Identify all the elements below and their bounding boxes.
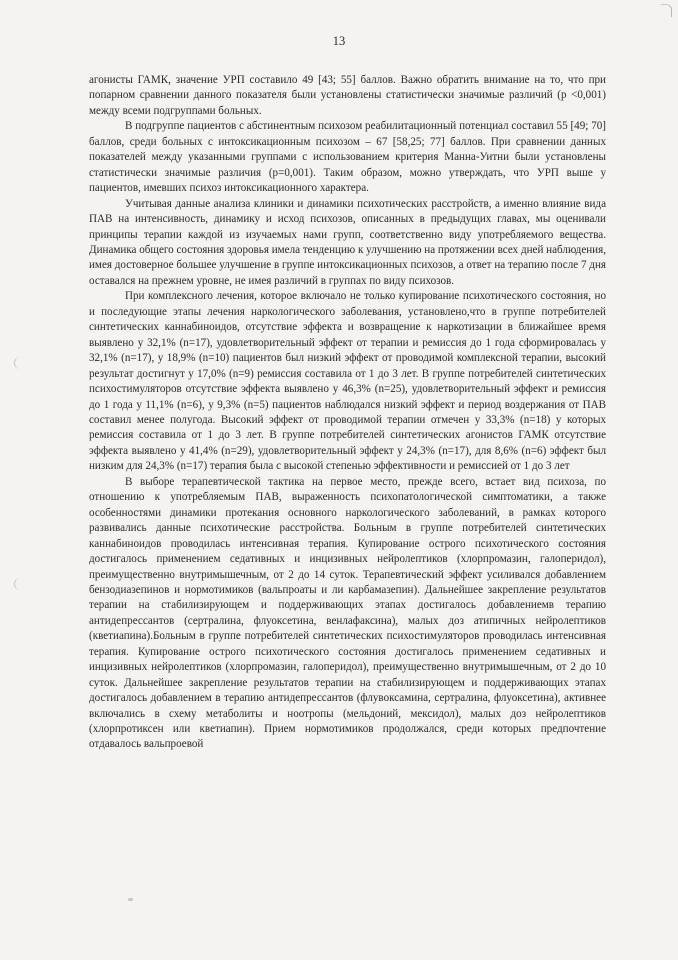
scan-speck [128, 898, 133, 901]
margin-punch-mark [14, 578, 21, 590]
paragraph-3: Учитывая данные анализа клиники и динамики психотических расстройств, а именно влияние вида ПАВ на интенсивность, динамику и исход психозов, описанных в предыдущих главах, мы оценивали принципы терапии каждой из изучаемых нами групп, соответственно виду употребляемого вещества. Динамика общего состояния здоровья имела тенденцию к улучшению на протяжении всех дней наблюдения, имея достоверное большее улучшение в группе интоксикационных психозов, а ответ на терапию после 7 дня оставался на прежнем уровне, не имея различий в группах по виду психозов. [89, 197, 606, 287]
paragraph-4: При комплексного лечения, которое включало не только купирование психотического состояния, но и последующие этапы лечения наркологического заболевания, установлено,что в группе потребителей синтетических каннабиноидов, отсутствие эффекта и возвращение к наркотизации в ближайшее время выявлено у 32,1% (n=17), удовлетворительный эффект от терапии и ремиссия до 1 года сформировалась у 32,1% (n=17), у 18,9% (n=10) пациентов был низкий эффект от проводимой комплексной терапии, высокий результат достигнут у 17,0% (n=9) ремиссия составила от 1 до 3 лет. В группе потребителей синтетических психостимуляторов отсутствие эффекта выявлено у 46,3% (n=25), удовлетворительный эффект и ремиссия до 1 года у 11,1% (n=6), у 9,3% (n=5) пациентов наблюдался низкий эффект и период воздержания от ПАВ составил менее полугода. Высокий эффект от проводимой терапии отмечен у 33,3% (n=18) у которых ремиссия составила от 1 до 3 лет. В группе потребителей синтетических агонистов ГАМК отсутствие эффекта выявлено у 41,4% (n=29), удовлетворительный эффект у 24,3% (n=17), для 8,6% (n=6) эффект был низким для 24,3% (n=17) терапия была с высокой степенью эффективности и ремиссией от 1 до 3 лет [89, 290, 606, 473]
body-text [89, 73, 606, 753]
margin-punch-mark [14, 357, 21, 369]
page-number: 13 [332, 34, 346, 48]
paragraph-5: В выборе терапевтической тактика на первое место, прежде всего, встает вид психоза, по отношению к употребляемым ПАВ, выраженность психопатологической симптоматики, а также особенностями динамики протекания основного наркологического заболеваний, в рамках которого развивались данные психотические расстройства. Больным в группе потребителей синтетических каннабиноидов проводилась интенсивная терапия. Купирование острого психотического состояния достигалось применением седативных и инцизивных нейролептиков (хлорпромазин, галоперидол), преимущественно внутримышечным, от 2 до 14 суток. Терапевтический эффект усиливался добавлением бензодиазепинов и нормотимиков (вальпроаты и ли карбамазепин). Дальнейшее закрепление результатов терапии на стабилизирующем и поддерживающих этапах достигалось добавлениемв терапию антидепрессантов (сертралина, флуоксетина, венлафаксина), малых доз атипичных нейролептиков (кветиапина).Больным в группе потребителей синтетических пcихостимуляторов проводилась интенсивная терапия. Купирование острого психотического состояния достигалось применением седативных и инцизивных нейролептиков (хлорпромазин, галоперидол), преимущественно внутримышечным, от 2 до 10 суток. Дальнейшее закрепление результатов терапии на стабилизирующем и поддерживающих этапах достигалось добавлением в терапию антидепрессантов (флувоксамина, сертралина, флуоксетина), активнее включались в схему метаболиты и ноотропы (мельдоний, мексидол), малых доз нейролептиков (хлорпротиксен или кветиапин). Прием нормотимиков продолжался, среди которых предпочтение отдавалось вальпроевой [89, 475, 606, 751]
page-corner-fold [661, 4, 672, 17]
paragraph-1: агонисты ГАМК, значение УРП составило 49 [43; 55] баллов. Важно обратить внимание на то, что при попарном сравнении данного показателя были установлены статистически значимые различий (р <0,001) между всеми подгруппами больных. [89, 74, 606, 117]
paragraph-2: В подгруппе пациентов с абстинентным психозом реабилитационный потенциал составил 55 [49; 70] баллов, среди больных с интоксикационным психозом – 67 [58,25; 77] баллов. При сравнении данных показателей между указанными группами с использованием критерия Манна-Уитни были установлены статистически значимые различия (р=0,001). Таким образом, можно утверждать, что УРП выше у пациентов, имевших психоз интоксикационного характера. [89, 120, 606, 195]
